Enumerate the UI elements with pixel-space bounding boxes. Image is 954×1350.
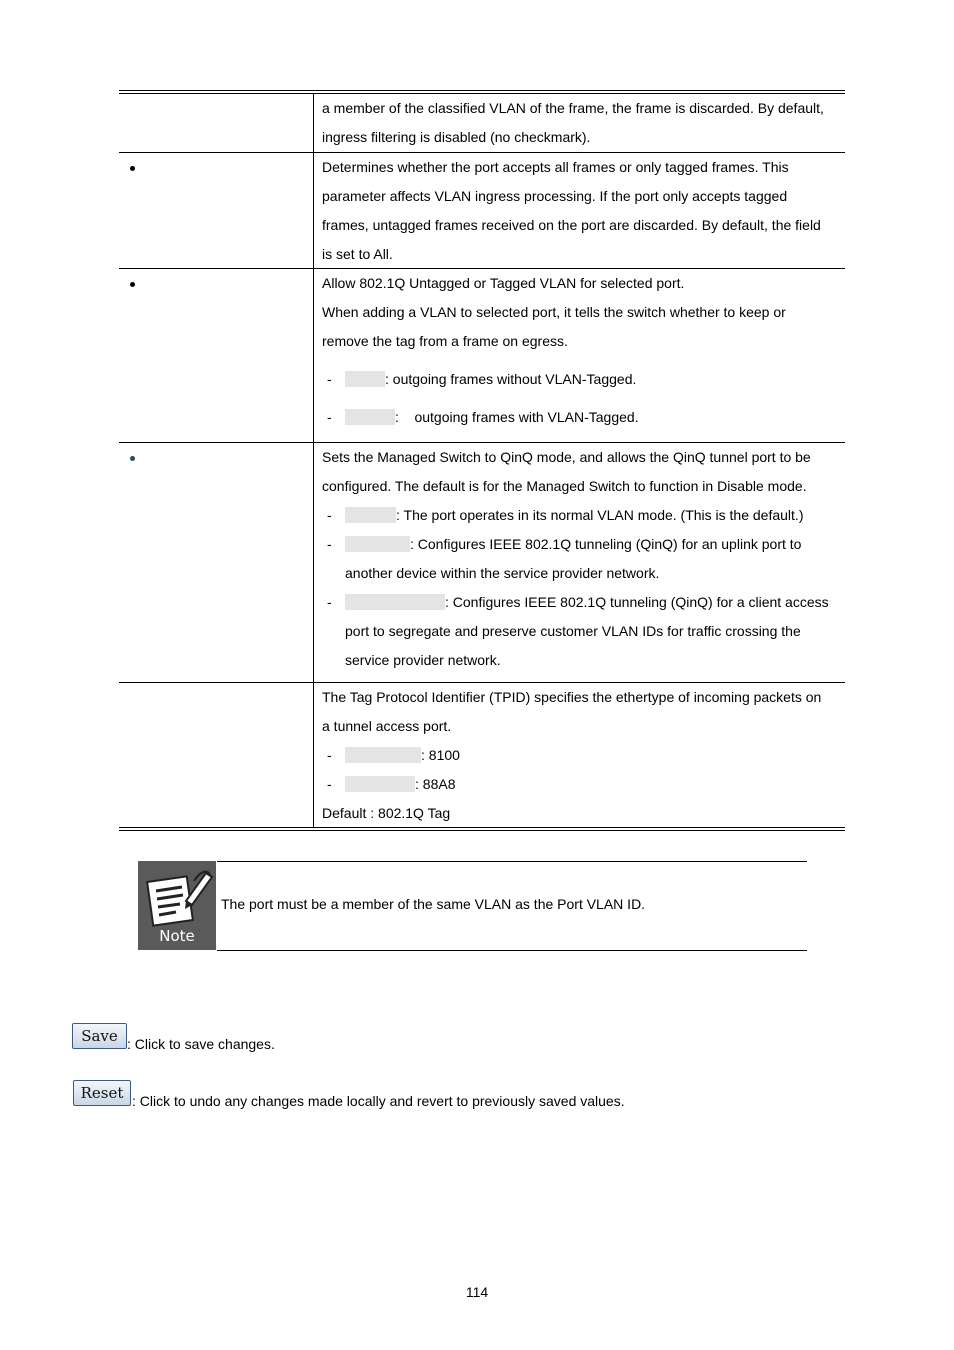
list-item — [322, 530, 842, 559]
note-text: The port must be a member of the same VLAN as the Port VLAN ID. — [221, 896, 646, 912]
list-item — [322, 741, 842, 770]
list-item — [322, 588, 842, 617]
description-line: a member of the classified VLAN of the frame, the frame is discarded. By default, — [322, 100, 824, 116]
option-name-placeholder — [345, 594, 445, 610]
description-line: is set to All. — [322, 246, 393, 262]
list-dash: - — [327, 776, 332, 792]
notepad-pencil-icon — [138, 861, 216, 931]
list-dash: - — [327, 594, 332, 610]
note-label: Note — [159, 927, 195, 945]
bullet-icon — [130, 282, 135, 287]
table-column-divider — [313, 94, 314, 827]
table-row-frame-type — [322, 153, 842, 269]
list-dash: - — [327, 536, 332, 552]
option-name-placeholder — [345, 747, 421, 763]
note-icon — [138, 861, 216, 950]
table-row-tpid — [322, 683, 842, 828]
page-number: 114 — [465, 1284, 489, 1300]
description-line: Determines whether the port accepts all frames or only tagged frames. This — [322, 159, 789, 175]
description-line: When adding a VLAN to selected port, it tells the switch whether to keep or — [322, 304, 786, 320]
description-line: remove the tag from a frame on egress. — [322, 333, 568, 349]
list-item-continuation: port to segregate and preserve customer VLAN IDs for traffic crossing the — [345, 623, 801, 639]
list-item-text: : Configures IEEE 802.1Q tunneling (QinQ) for a client access — [445, 594, 829, 610]
option-name-placeholder — [345, 776, 415, 792]
option-name-placeholder — [345, 409, 395, 425]
table-top-border — [119, 90, 845, 91]
list-item-text: : Configures IEEE 802.1Q tunneling (QinQ) for an uplink port to — [410, 536, 802, 552]
list-item-text: : outgoing frames with VLAN-Tagged. — [395, 409, 639, 425]
list-item-text: : The port operates in its normal VLAN mode. (This is the default.) — [396, 507, 804, 523]
description-line: Sets the Managed Switch to QinQ mode, and allows the QinQ tunnel port to be — [322, 449, 811, 465]
option-name-placeholder — [345, 371, 385, 387]
list-item-text: : 8100 — [421, 747, 460, 763]
description-line: The Tag Protocol Identifier (TPID) specifies the ethertype of incoming packets on — [322, 689, 822, 705]
note-bottom-rule — [217, 950, 807, 951]
list-dash: - — [327, 371, 332, 387]
list-dash: - — [327, 507, 332, 523]
bullet-icon — [130, 166, 135, 171]
description-line: Allow 802.1Q Untagged or Tagged VLAN for selected port. — [322, 275, 685, 291]
table-row-ingress-filtering — [322, 94, 842, 152]
reset-button[interactable]: Reset — [73, 1080, 131, 1106]
description-line: parameter affects VLAN ingress processing. If the port only accepts tagged — [322, 188, 788, 204]
default-value-line: Default : 802.1Q Tag — [322, 805, 451, 821]
list-dash: - — [327, 747, 332, 763]
list-dash: - — [327, 409, 332, 425]
bullet-icon — [130, 456, 135, 461]
description-line: a tunnel access port. — [322, 718, 452, 734]
list-item-continuation: service provider network. — [345, 652, 501, 668]
list-item-text: : 88A8 — [415, 776, 456, 792]
list-item-text: : outgoing frames without VLAN-Tagged. — [385, 371, 637, 387]
list-item — [322, 365, 842, 394]
save-button-description: : Click to save changes. — [127, 1036, 275, 1052]
reset-button-description: : Click to undo any changes made locally and revert to previously saved values. — [132, 1093, 625, 1109]
list-item — [322, 403, 842, 432]
table-row-qinq-mode — [322, 443, 842, 675]
table-row-tx-tag — [322, 269, 842, 432]
list-item — [322, 501, 842, 530]
list-item — [322, 770, 842, 799]
description-line: ingress filtering is disabled (no checkmark). — [322, 129, 591, 145]
description-line: frames, untagged frames received on the port are discarded. By default, the field — [322, 217, 821, 233]
option-name-placeholder — [345, 536, 410, 552]
list-item-continuation: another device within the service provider network. — [345, 565, 660, 581]
note-top-rule — [217, 861, 807, 862]
table-bottom-border-outer — [119, 830, 845, 831]
save-button[interactable]: Save — [72, 1023, 127, 1049]
description-line: configured. The default is for the Managed Switch to function in Disable mode. — [322, 478, 807, 494]
option-name-placeholder — [345, 507, 396, 523]
